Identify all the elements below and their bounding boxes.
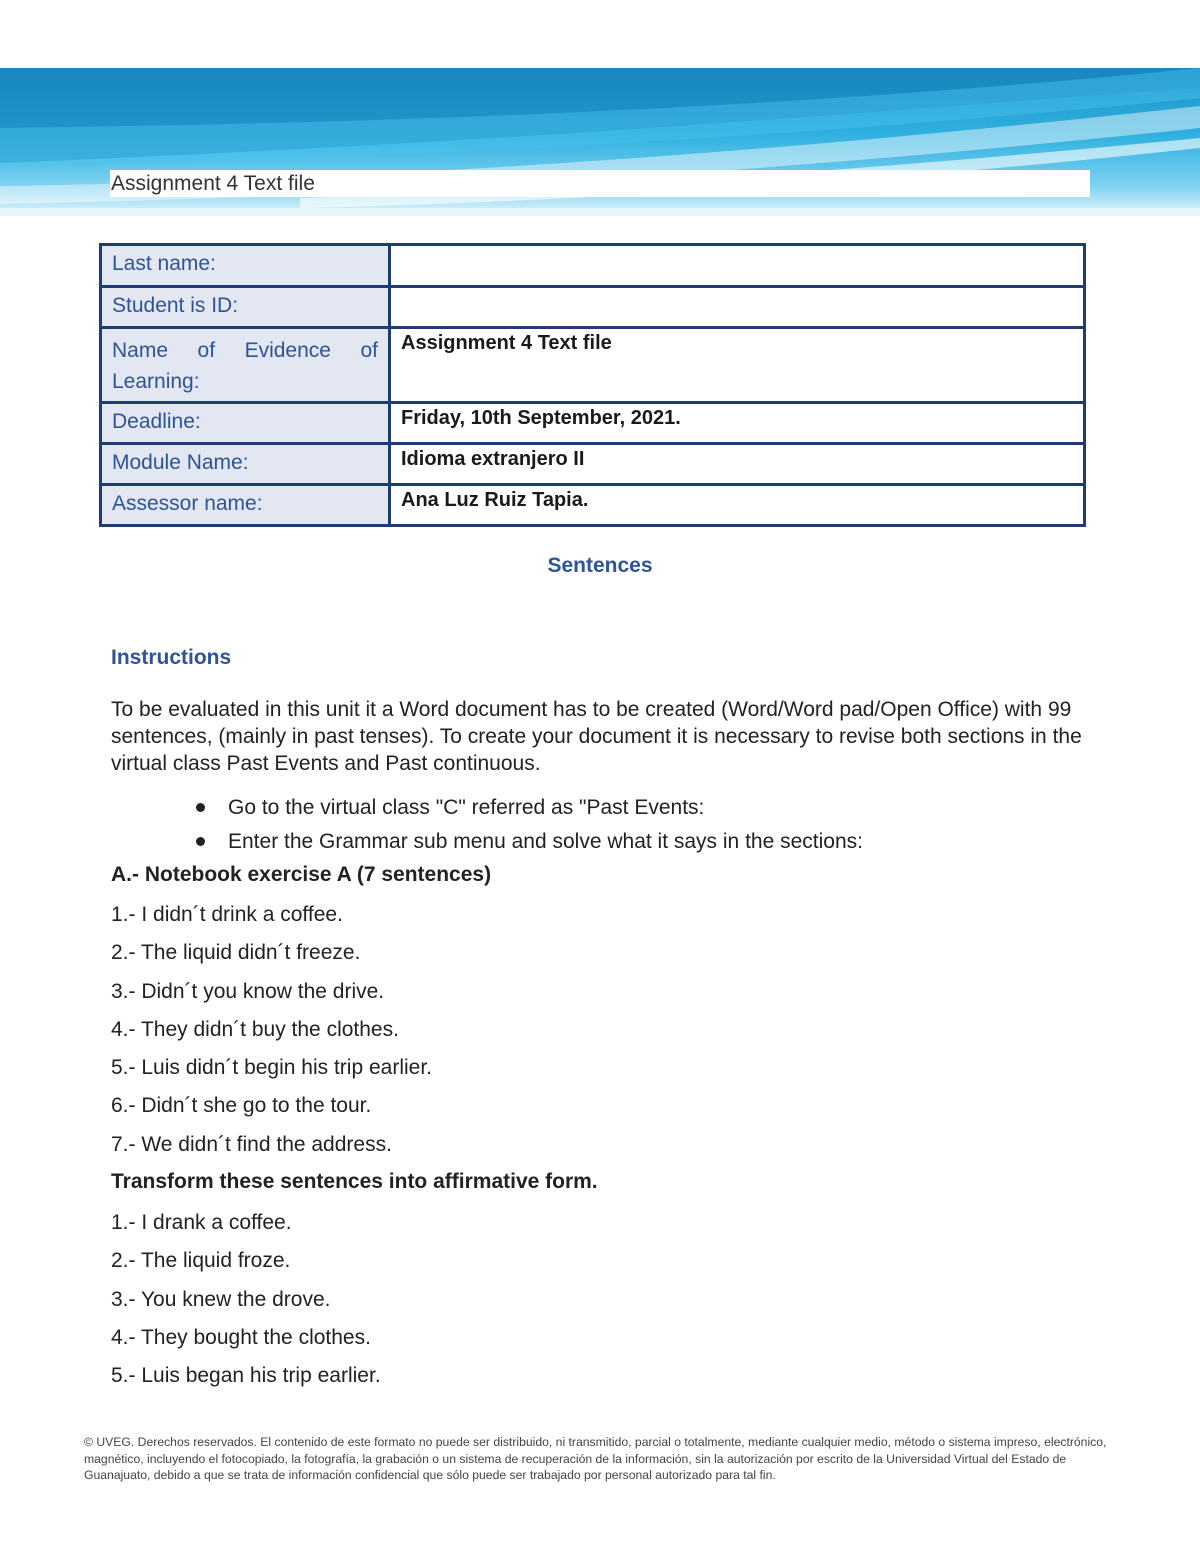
value-evidence-name: Assignment 4 Text file bbox=[390, 328, 1085, 403]
list-item: 2.- The liquid froze. bbox=[111, 1249, 291, 1273]
list-item: 7.- We didn´t find the address. bbox=[111, 1132, 392, 1156]
value-module-name: Idioma extranjero II bbox=[390, 444, 1085, 485]
list-item: 1.- I didn´t drink a coffee. bbox=[111, 903, 343, 926]
list-item: 5.- Luis didn´t begin his trip earlier. bbox=[111, 1056, 432, 1080]
value-last-name bbox=[390, 245, 1085, 287]
value-student-id bbox=[390, 287, 1085, 328]
list-item: 6.- Didn´t she go to the tour. bbox=[111, 1094, 372, 1118]
instruction-bullets bbox=[190, 794, 863, 862]
table-row bbox=[101, 287, 1085, 328]
label-evidence-name bbox=[101, 328, 390, 403]
label-student-id: Student is ID: bbox=[101, 287, 390, 328]
heading-sentences: Sentences bbox=[547, 554, 653, 577]
exercise-a-sentences bbox=[111, 901, 432, 1169]
label-evidence-name-text: Name of Evidence of Learning: bbox=[112, 339, 378, 393]
list-item: Enter the Grammar sub menu and solve what it says in the sections: bbox=[190, 828, 863, 862]
copyright-footer: © UVEG. Derechos reservados. El contenido de este formato no puede ser distribuido, ni transmitido, parcial o totalmente, mediante cualquier medio, método o sistema impreso, electrónico, magnético, incluyendo el fotocopiado, la fotografía, la grabación o un sistema de recuperación de la información, sin la autorización por escrito de la Universidad Virtual del Estado de Guanajuato, debido a que se trata de información confidencial que sólo puede ser trabajado por personal autorizado para tal fin. bbox=[84, 1435, 1107, 1482]
table-row bbox=[101, 444, 1085, 485]
label-last-name: Last name: bbox=[101, 245, 390, 287]
value-assessor-name: Ana Luz Ruiz Tapia. bbox=[390, 485, 1085, 526]
student-info-table bbox=[99, 243, 1086, 527]
list-item: Go to the virtual class "C" referred as "Past Events: bbox=[190, 794, 863, 828]
list-item: 3.- Didn´t you know the drive. bbox=[111, 979, 385, 1003]
list-item: 4.- They bought the clothes. bbox=[111, 1325, 371, 1349]
list-item: 3.- You knew the drove. bbox=[111, 1287, 331, 1311]
table-row bbox=[101, 403, 1085, 444]
document-title: Assignment 4 Text file bbox=[110, 170, 1090, 197]
heading-instructions: Instructions bbox=[111, 646, 232, 669]
transform-title: Transform these sentences into affirmative form. bbox=[111, 1170, 598, 1193]
list-item: 1.- I drank a coffee. bbox=[111, 1211, 292, 1234]
table-row bbox=[101, 328, 1085, 403]
table-row bbox=[101, 245, 1085, 287]
exercise-a-title: A.- Notebook exercise A (7 sentences) bbox=[111, 863, 492, 886]
label-assessor-name: Assessor name: bbox=[101, 485, 390, 526]
list-item: 4.- They didn´t buy the clothes. bbox=[111, 1017, 399, 1041]
instructions-paragraph: To be evaluated in this unit it a Word document has to be created (Word/Word pad/Open Office) with 99 sentences, (mainly in past tenses). To create your document it is necessary to revise both sections in the virtual class Past Events and Past continuous. bbox=[111, 698, 1082, 775]
list-item: 5.- Luis began his trip earlier. bbox=[111, 1364, 381, 1388]
label-module-name: Module Name: bbox=[101, 444, 390, 485]
value-deadline: Friday, 10th September, 2021. bbox=[390, 403, 1085, 444]
table-row bbox=[101, 485, 1085, 526]
label-deadline: Deadline: bbox=[101, 403, 390, 444]
transform-sentences bbox=[111, 1209, 381, 1400]
list-item: 2.- The liquid didn´t freeze. bbox=[111, 941, 361, 965]
